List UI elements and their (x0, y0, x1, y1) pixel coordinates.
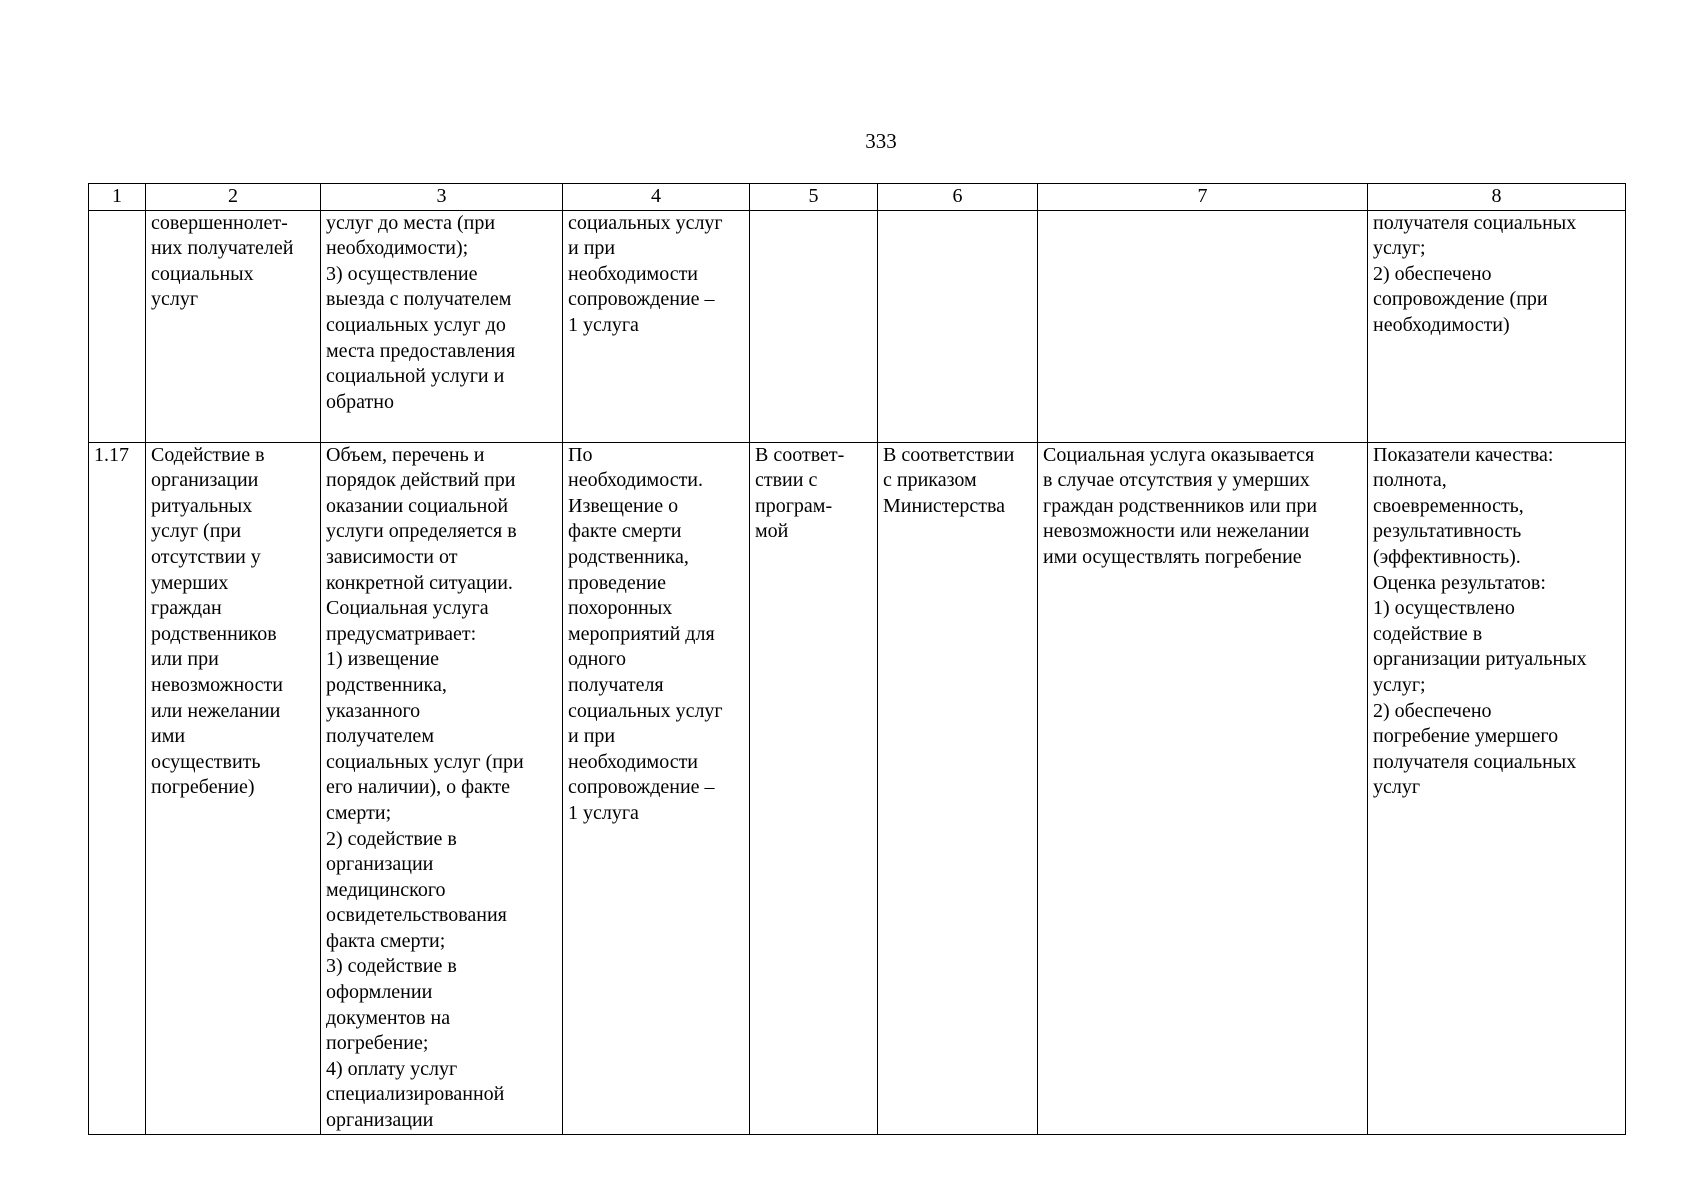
table-cell (89, 210, 146, 442)
column-header: 7 (1038, 184, 1368, 211)
table-cell (563, 442, 750, 1134)
table-cell (1368, 210, 1626, 442)
services-table (88, 183, 1626, 1135)
cell-line: услуг (151, 288, 199, 311)
cell-line: медицинского (326, 878, 446, 901)
cell-line: Извещение о (568, 494, 679, 517)
cell-line: 1) осуществлено (1373, 597, 1515, 620)
cell-line: ими осуществлять погребение (1043, 545, 1302, 568)
table-cell (563, 210, 750, 442)
table-cell (321, 210, 563, 442)
cell-line: проведение (568, 571, 666, 594)
cell-line: необходимости); (326, 237, 469, 260)
cell-line: смерти; (326, 801, 392, 824)
cell-line: социальных услуг (568, 699, 723, 722)
cell-line: ритуальных (151, 494, 253, 517)
cell-line: одного (568, 648, 627, 671)
cell-line: факте смерти (568, 520, 682, 543)
cell-line: социальных услуг (при (326, 750, 524, 773)
table-cell (321, 442, 563, 1134)
cell-line: освидетельствования (326, 904, 507, 927)
table-row (89, 442, 1626, 1134)
cell-line: полнота, (1373, 469, 1447, 492)
cell-line: ствии с (755, 469, 818, 492)
cell-line: 4) оплату услуг (326, 1057, 458, 1080)
cell-line: необходимости (568, 750, 699, 773)
cell-line: организации (326, 1109, 434, 1132)
table-cell (1368, 442, 1626, 1134)
cell-line: социальных (151, 262, 254, 285)
cell-line: места предоставления (326, 339, 516, 362)
cell-line: документов на (326, 1006, 451, 1029)
cell-line: получателя социальных (1373, 211, 1577, 234)
cell-line: програм- (755, 494, 833, 517)
cell-line: Показатели качества: (1373, 443, 1554, 466)
column-header: 4 (563, 184, 750, 211)
cell-line: услуги определяется в (326, 520, 517, 543)
column-header: 2 (146, 184, 321, 211)
cell-line: погребение) (151, 776, 255, 799)
cell-line: 3) содействие в (326, 955, 457, 978)
cell-line: умерших (151, 571, 229, 594)
cell-line: невозможности или нежелании (1043, 520, 1310, 543)
cell-line: 2) содействие в (326, 827, 457, 850)
column-header: 5 (750, 184, 878, 211)
cell-line: услуг; (1373, 673, 1426, 696)
table-cell (146, 442, 321, 1134)
cell-line: невозможности (151, 673, 284, 696)
cell-line: сопровождение – (568, 288, 715, 311)
cell-line: необходимости (568, 262, 699, 285)
column-header: 8 (1368, 184, 1626, 211)
cell-line: них получателей (151, 237, 294, 260)
cell-line: оформлении (326, 981, 433, 1004)
cell-line: выезда с получателем (326, 288, 512, 311)
cell-line: мой (755, 520, 789, 543)
cell-line: сопровождение – (568, 776, 715, 799)
table-cell (750, 442, 878, 1134)
cell-line: получателя (568, 673, 664, 696)
cell-line: зависимости от (326, 545, 458, 568)
cell-line: организации (326, 853, 434, 876)
cell-line: 1) извещение (326, 648, 440, 671)
cell-line: 3) осуществление (326, 262, 478, 285)
cell-line: предусматривает: (326, 622, 477, 645)
column-header: 6 (878, 184, 1038, 211)
column-header: 3 (321, 184, 563, 211)
table-cell (750, 210, 878, 442)
cell-line: в случае отсутствия у умерших (1043, 469, 1310, 492)
cell-line: граждан родственников или при (1043, 494, 1318, 517)
table-cell (878, 210, 1038, 442)
cell-line: 1 услуга (568, 801, 639, 824)
cell-line: социальных услуг (568, 211, 723, 234)
cell-line: его наличии), о факте (326, 776, 511, 799)
cell-line: 2) обеспечено (1373, 699, 1492, 722)
cell-line: услуг (1373, 776, 1421, 799)
cell-line: (эффективность). (1373, 545, 1521, 568)
cell-line: получателя социальных (1373, 750, 1577, 773)
page-number: 333 (865, 129, 897, 153)
table-cell (146, 210, 321, 442)
cell-line: погребение; (326, 1032, 429, 1055)
cell-line: отсутствии у (151, 545, 261, 568)
table-cell (878, 442, 1038, 1134)
cell-line: результативность (1373, 520, 1522, 543)
cell-line: 1.17 (94, 443, 129, 466)
cell-line: В соответствии (883, 443, 1015, 466)
cell-line: родственников (151, 622, 277, 645)
column-header: 1 (89, 184, 146, 211)
table-header-row (89, 184, 1626, 211)
cell-line: организации ритуальных (1373, 648, 1587, 671)
cell-line: или нежелании (151, 699, 281, 722)
cell-line: ими (151, 725, 186, 748)
cell-line: указанного (326, 699, 421, 722)
cell-line: мероприятий для (568, 622, 715, 645)
cell-line: 1 услуга (568, 313, 639, 336)
cell-line: получателем (326, 725, 434, 748)
cell-line: своевременность, (1373, 494, 1524, 517)
cell-line: родственника, (568, 545, 689, 568)
cell-line: услуг; (1373, 237, 1426, 260)
cell-line: необходимости. (568, 469, 704, 492)
cell-line: услуг до места (при (326, 211, 496, 234)
cell-line: Социальная услуга оказывается (1043, 443, 1315, 466)
cell-line: социальных услуг до (326, 313, 506, 336)
cell-line: В соответ- (755, 443, 845, 466)
cell-line: специализированной (326, 1083, 505, 1106)
cell-line: Социальная услуга (326, 597, 489, 620)
table-row (89, 210, 1626, 442)
cell-line: необходимости) (1373, 313, 1510, 336)
cell-line: Оценка результатов: (1373, 571, 1546, 594)
cell-line: погребение умершего (1373, 725, 1559, 748)
cell-line: граждан (151, 597, 222, 620)
cell-line: с приказом (883, 469, 977, 492)
cell-line: Объем, перечень и (326, 443, 485, 466)
cell-line: организации (151, 469, 259, 492)
cell-line: порядок действий при (326, 469, 516, 492)
cell-line: похоронных (568, 597, 673, 620)
cell-line: и при (568, 725, 616, 748)
cell-line: сопровождение (при (1373, 288, 1548, 311)
cell-line: оказании социальной (326, 494, 509, 517)
table-cell (1038, 442, 1368, 1134)
cell-line: 2) обеспечено (1373, 262, 1492, 285)
cell-line: осуществить (151, 750, 261, 773)
cell-line: совершеннолет- (151, 211, 288, 234)
cell-line: По (568, 443, 593, 466)
cell-line: услуг (при (151, 520, 242, 543)
table-cell (1038, 210, 1368, 442)
cell-line: родственника, (326, 673, 447, 696)
cell-line: содействие в (1373, 622, 1483, 645)
cell-line: Министерства (883, 494, 1006, 517)
cell-line: Содействие в (151, 443, 265, 466)
cell-line: конкретной ситуации. (326, 571, 513, 594)
cell-line: или при (151, 648, 219, 671)
cell-line: социальной услуги и (326, 365, 505, 388)
cell-line: и при (568, 237, 616, 260)
table-cell (89, 442, 146, 1134)
cell-line: факта смерти; (326, 929, 446, 952)
cell-line: обратно (326, 390, 394, 413)
